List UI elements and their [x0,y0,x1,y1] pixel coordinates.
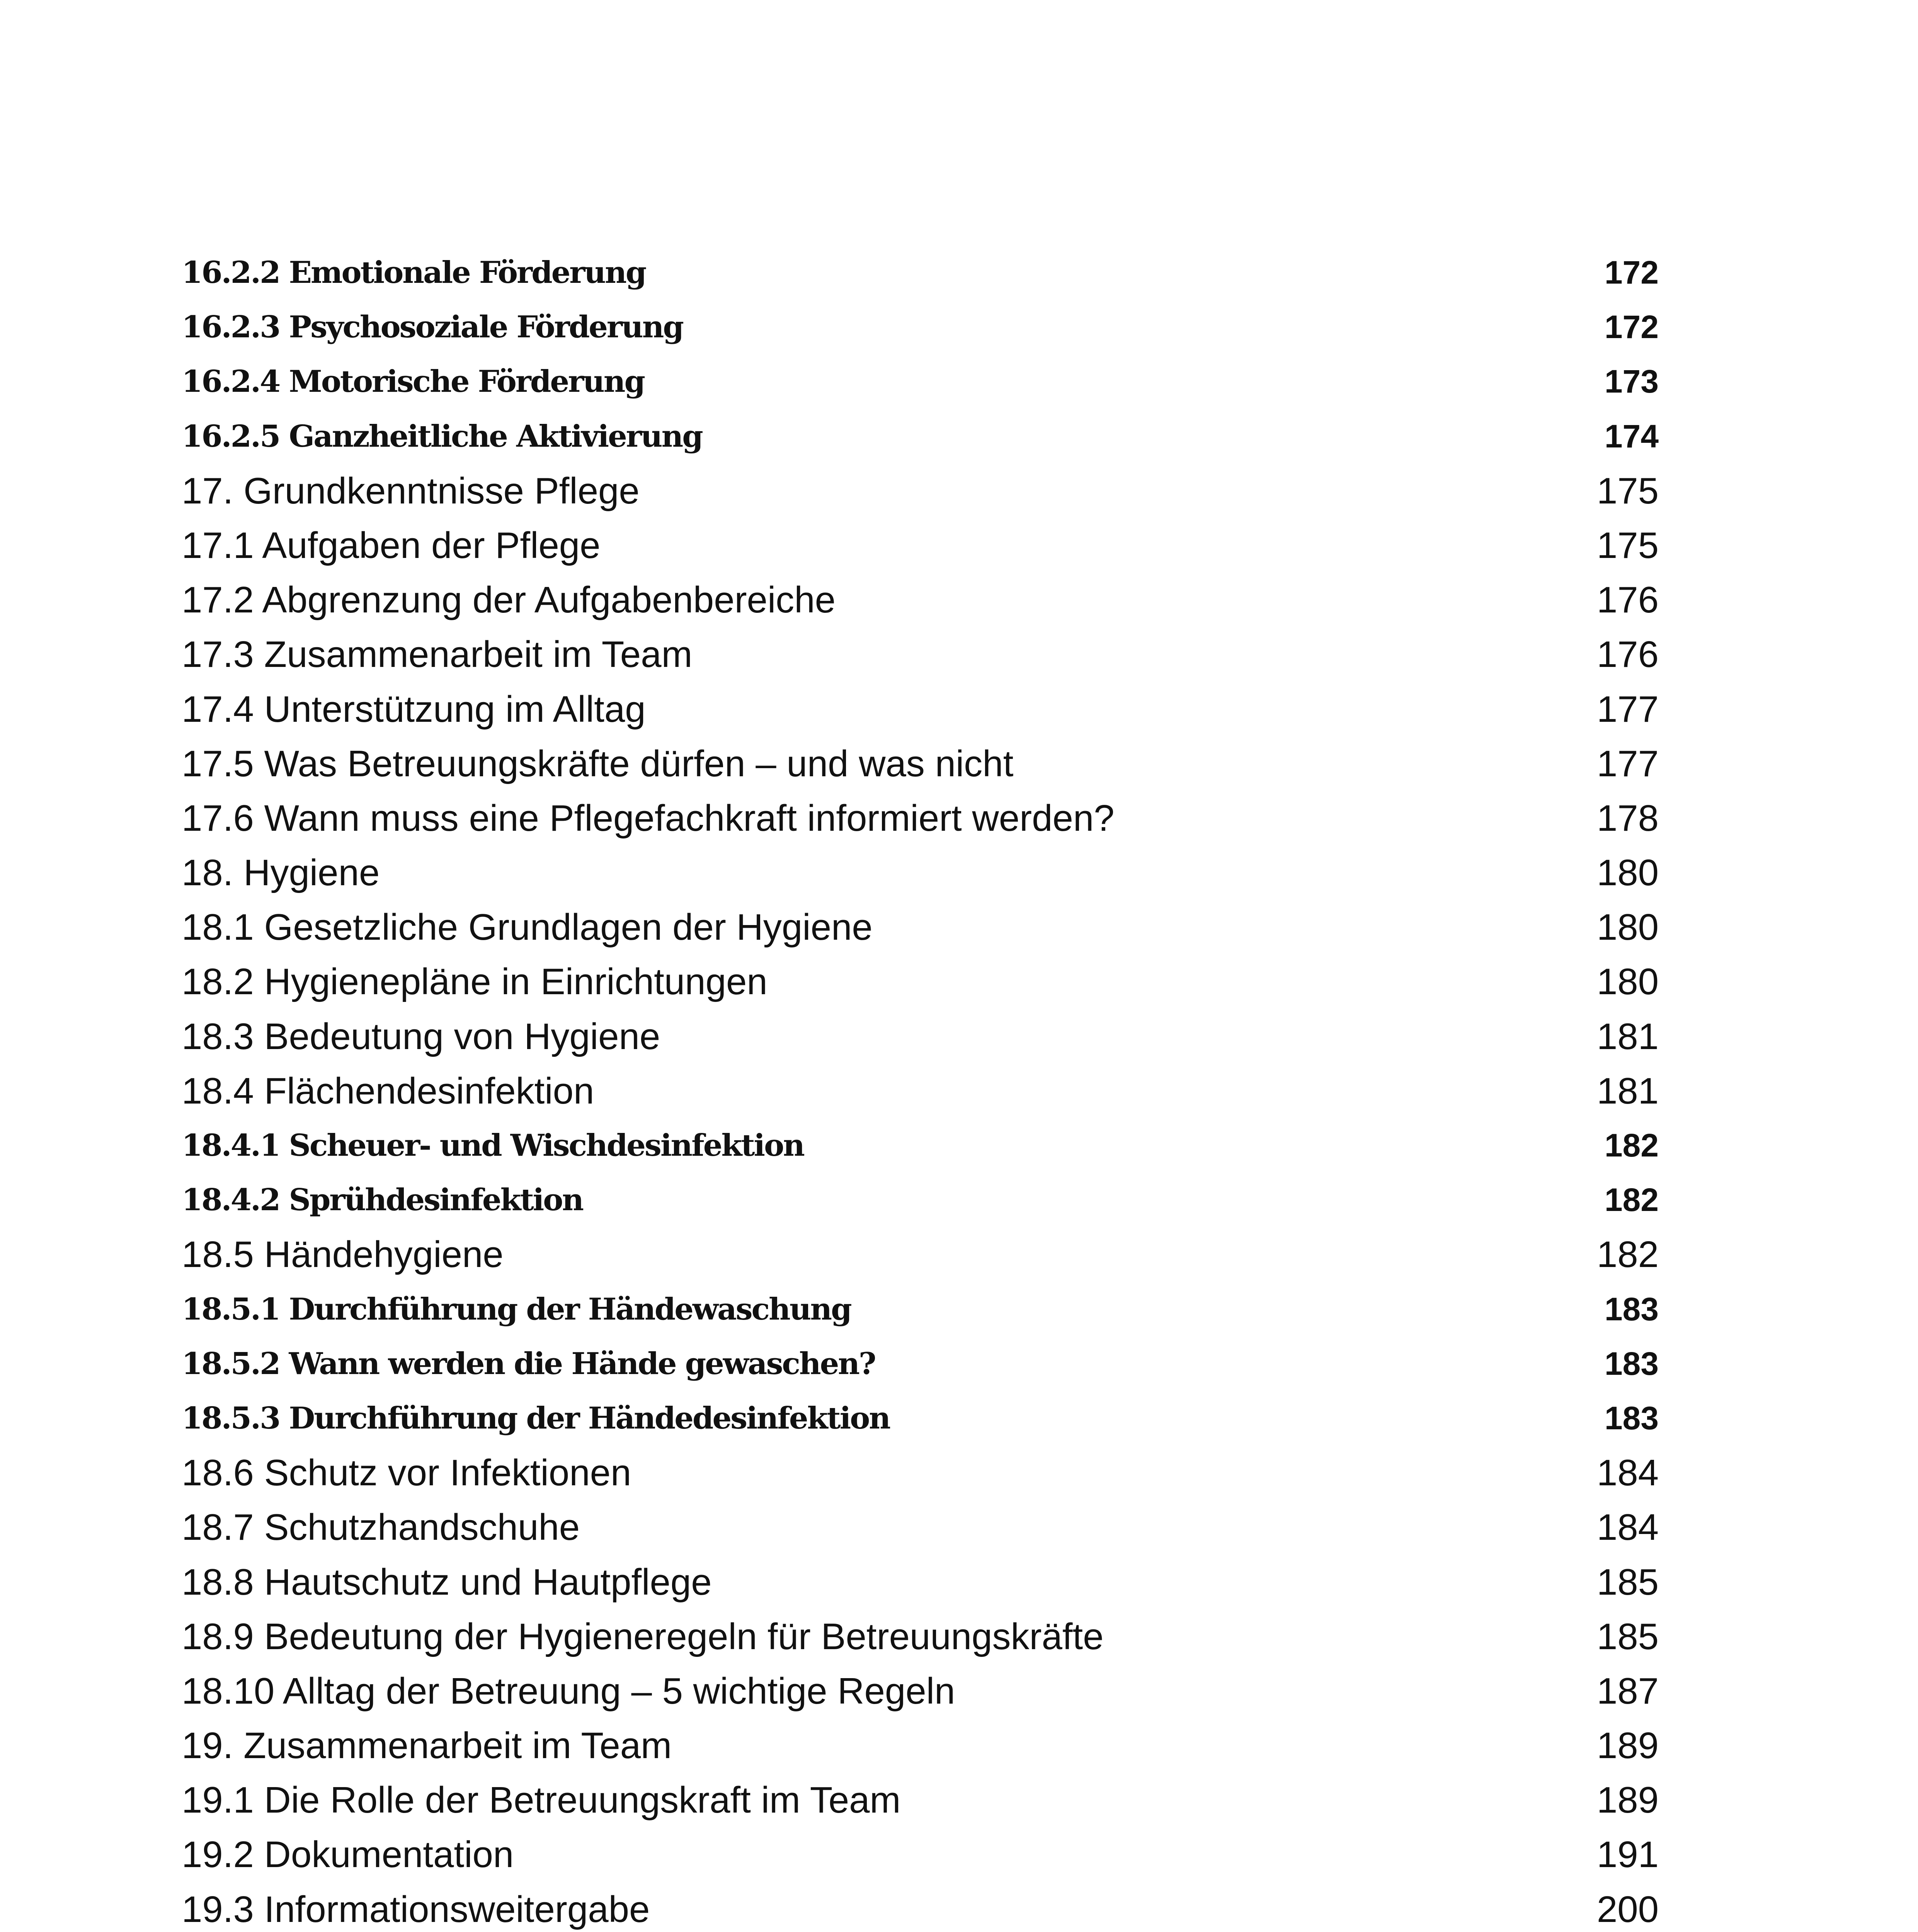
toc-entry[interactable] [182,518,1659,573]
toc-entry-page: 183 [1604,1400,1659,1436]
toc-entry-page: 180 [1596,852,1659,894]
toc-entry[interactable] [182,1882,1659,1932]
toc-entry[interactable] [182,245,1659,300]
toc-entry-page: 181 [1596,1015,1659,1057]
toc-entry-page: 174 [1604,418,1659,454]
toc-entry-page: 182 [1596,1234,1659,1276]
toc-entry[interactable] [182,736,1659,791]
toc-entry[interactable] [182,682,1659,736]
toc-entry-label: 19.2 Dokumentation [182,1834,514,1876]
toc-entry[interactable] [182,1064,1659,1118]
toc-entry-label: 18.3 Bedeutung von Hygiene [182,1015,660,1057]
toc-entry-page: 184 [1596,1507,1659,1548]
toc-entry-label: 16.2.5 Ganzheitliche Aktivierung [182,418,702,454]
toc-entry[interactable] [182,900,1659,954]
toc-entry-label: 18.5.2 Wann werden die Hände gewaschen? [182,1346,875,1381]
toc-entry-label: 18.8 Hautschutz und Hautpflege [182,1561,712,1603]
toc-entry[interactable] [182,845,1659,900]
toc-entry-page: 189 [1596,1725,1659,1767]
toc-entry-label: 18.4.2 Sprühdesinfektion [182,1182,583,1218]
toc-entry-label: 18.7 Schutzhandschuhe [182,1507,580,1548]
toc-entry-page: 200 [1596,1888,1659,1930]
toc-entry-page: 180 [1596,906,1659,948]
toc-entry-label: 16.2.2 Emotionale Förderung [182,255,646,290]
toc-entry-page: 172 [1604,254,1659,291]
toc-entry-label: 18.1 Gesetzliche Grundlagen der Hygiene [182,906,873,948]
toc-entry-label: 18.5 Händehygiene [182,1234,504,1276]
toc-entry-page: 183 [1604,1345,1659,1382]
toc-entry-page: 177 [1596,743,1659,784]
toc-entry[interactable] [182,409,1659,464]
table-of-contents [182,245,1659,1932]
toc-entry-label: 17.6 Wann muss eine Pflegefachkraft informiert werden? [182,797,1115,839]
toc-entry-label: 18.4.1 Scheuer- und Wischdesinfektion [182,1128,804,1163]
toc-entry-page: 189 [1596,1779,1659,1821]
toc-entry-page: 175 [1596,524,1659,566]
toc-entry-page: 176 [1596,634,1659,675]
toc-entry[interactable] [182,1173,1659,1227]
toc-entry-page: 172 [1604,309,1659,345]
toc-entry-label: 17.3 Zusammenarbeit im Team [182,634,693,675]
toc-entry[interactable] [182,300,1659,354]
toc-entry-page: 182 [1604,1182,1659,1218]
toc-entry-label: 19.1 Die Rolle der Betreuungskraft im Team [182,1779,901,1821]
toc-entry[interactable] [182,627,1659,682]
toc-entry[interactable] [182,1609,1659,1664]
toc-entry[interactable] [182,954,1659,1009]
toc-entry-page: 177 [1596,688,1659,730]
toc-entry-label: 17.1 Aufgaben der Pflege [182,524,601,566]
toc-entry[interactable] [182,1391,1659,1446]
toc-entry-label: 18.5.3 Durchführung der Händedesinfektion [182,1400,890,1436]
toc-entry-page: 176 [1596,579,1659,621]
toc-entry-page: 175 [1596,470,1659,512]
toc-entry-label: 18.10 Alltag der Betreuung – 5 wichtige Regeln [182,1670,955,1712]
toc-entry-label: 17.2 Abgrenzung der Aufgabenbereiche [182,579,836,621]
toc-entry-label: 17. Grundkenntnisse Pflege [182,470,640,512]
toc-entry-page: 180 [1596,961,1659,1003]
toc-entry[interactable] [182,464,1659,518]
toc-entry[interactable] [182,1555,1659,1609]
toc-entry-page: 181 [1596,1070,1659,1112]
toc-entry-page: 185 [1596,1616,1659,1657]
toc-entry-label: 19. Zusammenarbeit im Team [182,1725,672,1767]
toc-entry[interactable] [182,1718,1659,1773]
toc-entry[interactable] [182,354,1659,409]
toc-entry[interactable] [182,1664,1659,1718]
toc-entry-label: 17.5 Was Betreuungskräfte dürfen – und was nicht [182,743,1014,784]
toc-entry[interactable] [182,573,1659,627]
toc-entry-label: 17.4 Unterstützung im Alltag [182,688,646,730]
toc-entry[interactable] [182,1827,1659,1882]
toc-entry[interactable] [182,1773,1659,1827]
toc-entry-page: 183 [1604,1291,1659,1327]
toc-entry[interactable] [182,1282,1659,1337]
toc-entry[interactable] [182,1337,1659,1391]
toc-entry-label: 16.2.4 Motorische Förderung [182,364,645,400]
toc-entry-page: 184 [1596,1452,1659,1494]
toc-entry-page: 178 [1596,797,1659,839]
toc-entry[interactable] [182,1446,1659,1500]
toc-entry[interactable] [182,1118,1659,1173]
toc-entry-page: 182 [1604,1127,1659,1163]
toc-entry-page: 185 [1596,1561,1659,1603]
toc-entry-label: 16.2.3 Psychosoziale Förderung [182,310,683,345]
toc-entry-label: 18.5.1 Durchführung der Händewaschung [182,1291,851,1327]
toc-entry-page: 173 [1604,363,1659,400]
toc-entry-label: 18.9 Bedeutung der Hygieneregeln für Betreuungskräfte [182,1616,1104,1657]
toc-entry-label: 18.4 Flächendesinfektion [182,1070,594,1112]
toc-entry-page: 191 [1596,1834,1659,1876]
toc-entry[interactable] [182,791,1659,845]
toc-entry[interactable] [182,1009,1659,1064]
toc-entry[interactable] [182,1500,1659,1554]
toc-entry-label: 18.2 Hygienepläne in Einrichtungen [182,961,768,1003]
toc-entry[interactable] [182,1227,1659,1282]
toc-entry-label: 18. Hygiene [182,852,380,894]
toc-entry-label: 19.3 Informationsweitergabe [182,1888,650,1930]
toc-entry-label: 18.6 Schutz vor Infektionen [182,1452,631,1494]
toc-entry-page: 187 [1596,1670,1659,1712]
